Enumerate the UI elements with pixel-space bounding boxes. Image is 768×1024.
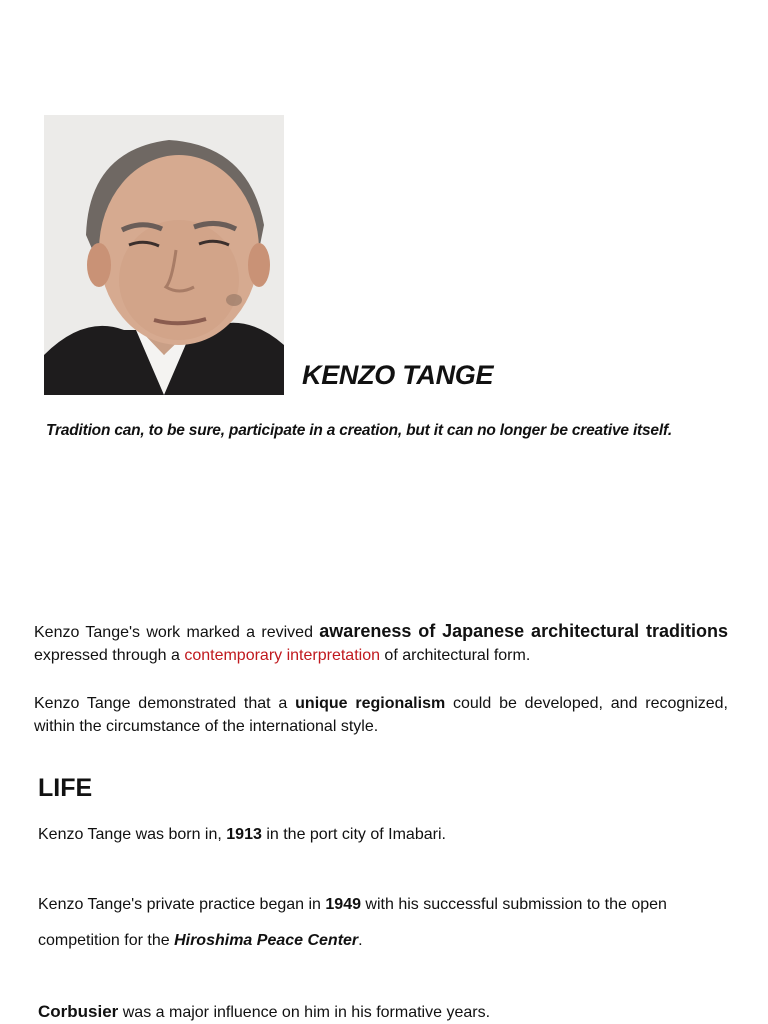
intro-paragraph-2: Kenzo Tange demonstrated that a unique regionalism could be developed, and recognized, within the circumstance of the international style. [34, 695, 728, 736]
section-heading-life: LIFE [38, 774, 93, 802]
life-practice-line: Kenzo Tange's private practice began in 1949 with his successful submission to the open [38, 896, 667, 913]
portrait-photo [44, 115, 284, 395]
life-birth-line: Kenzo Tange was born in, 1913 in the port city of Imabari. [38, 826, 446, 843]
intro-paragraph-1: Kenzo Tange's work marked a revived awareness of Japanese architectural traditions expressed through a contemporary interpretation of architectural form. [34, 621, 728, 665]
highlight-text: contemporary interpretation [184, 647, 380, 665]
life-influence-line: Corbusier was a major influence on him in his formative years. [38, 1002, 491, 1021]
life-competition-line: competition for the Hiroshima Peace Center. [38, 932, 363, 949]
quote: Tradition can, to be sure, participate in a creation, but it can no longer be creative itself. [46, 422, 673, 439]
page-title: KENZO TANGE [302, 360, 494, 390]
